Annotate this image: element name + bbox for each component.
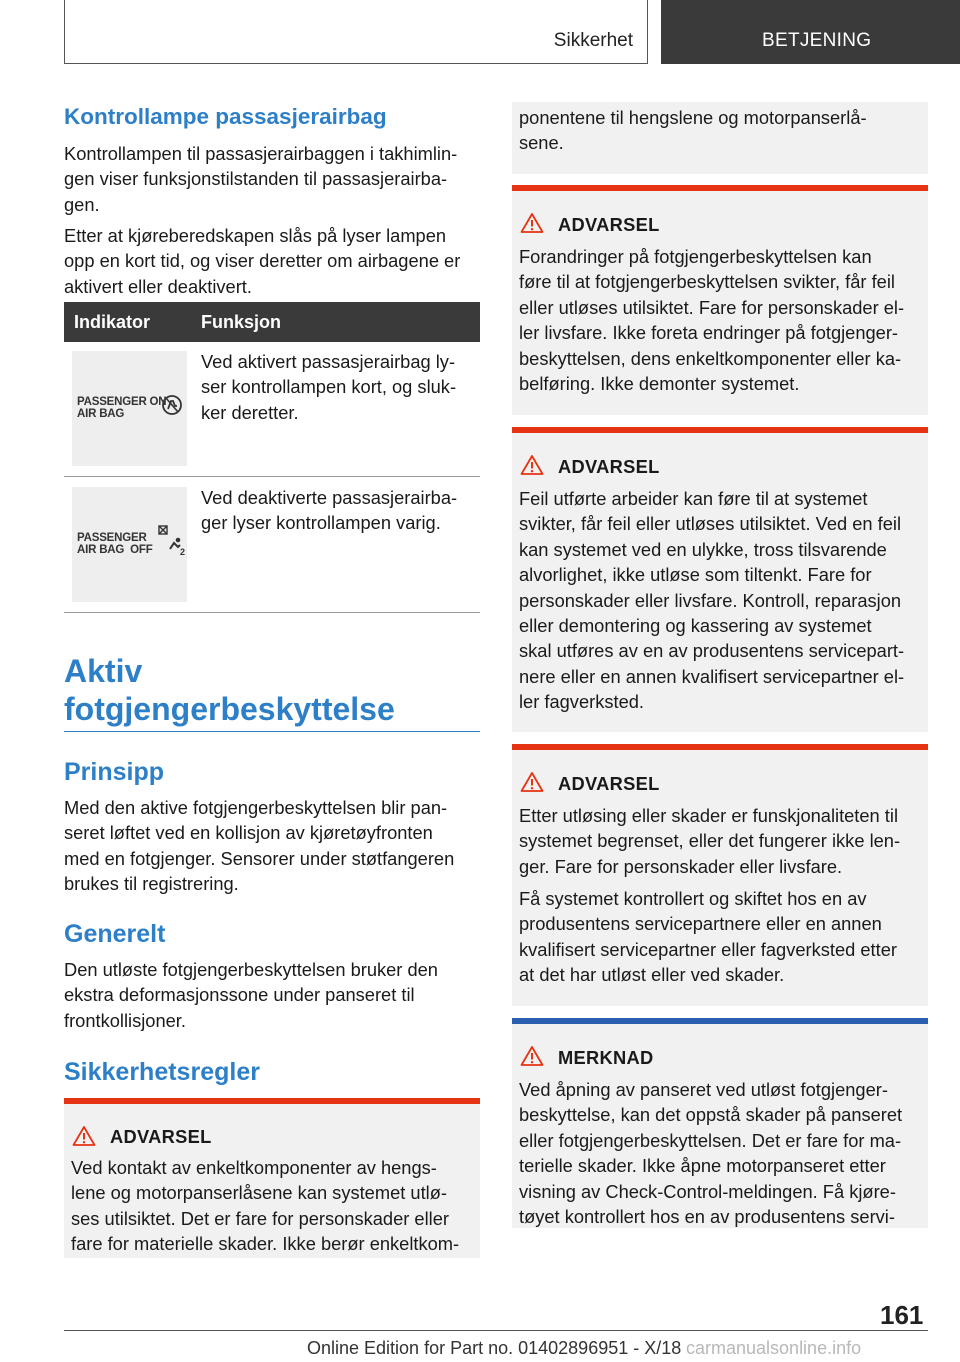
indicator-table-header bbox=[64, 302, 480, 342]
note-bar bbox=[512, 1018, 928, 1024]
table-row-divider bbox=[64, 476, 480, 477]
warning-text: Forandringer på fotgjengerbeskyttelsen kan føre til at fotgjengerbeskyttelsen svikter, får feil eller utløses utilsiktet. Fare for personskader el- ler livsfare. Ikke foreta endringer på fotgjenger- beskyttelsen, dens enkeltkomponenter eller ka- belføring. Ikke demonter systemet. bbox=[519, 246, 905, 395]
table-header-indicator: Indikator bbox=[74, 312, 151, 332]
heading-underline bbox=[64, 731, 480, 732]
warning-triangle-icon bbox=[72, 1125, 96, 1147]
passenger-airbag-on-indicator bbox=[72, 351, 187, 466]
function-row-1: Ved aktivert passasjerairbag ly- ser kontrollampen kort, og sluk- ker deretter. bbox=[201, 351, 457, 423]
warning-text-1: Etter utløsing eller skader er funskjonaliteten til systemet begrenset, eller det fungerer ikke len- ger. Fare for personskader eller livsfare. bbox=[519, 805, 901, 877]
header-chapter-label: BETJENING bbox=[762, 30, 872, 51]
general-paragraph: Den utløste fotgjengerbeskyttelsen bruker den ekstra deformasjonssone under panseret til frontkollisjoner. bbox=[64, 959, 438, 1031]
page-number: 161 bbox=[880, 1300, 924, 1330]
seat-airbag-icon bbox=[162, 394, 182, 416]
warning-text: Ved kontakt av enkeltkomponenter av hengs- lene og motorpanserlåsene kan systemet utlø- ses utilsiktet. Det er fare for personskader eller fare for materielle skader. Ikke berør enkeltkom- bbox=[71, 1157, 460, 1255]
warning-triangle-icon bbox=[520, 771, 544, 793]
warning-bar bbox=[64, 1098, 480, 1104]
continued-warning-text: ponentene til hengslene og motorpanserlå- sene. bbox=[519, 107, 867, 154]
passenger-airbag-off-indicator bbox=[72, 487, 187, 602]
indicator-on-label: PASSENGER ON AIR BAG bbox=[77, 396, 167, 420]
airbag-lamp-heading: Kontrollampe passasjerairbag bbox=[64, 104, 387, 129]
airbag-paragraph-1: Kontrollampen til passasjerairbaggen i takhimlin- gen viser funksjonstilstanden til passasjerairba- gen. bbox=[64, 143, 458, 215]
note-text: Ved åpning av panseret ved utløst fotgjenger- beskyttelse, kan det oppstå skader på panseret eller fotgjengerbeskyttelsen. Det er fare for ma- terielle skader. Ikke åpne motorpanseret etter visning av Check-Control-meldingen. Få kjøre- tøyet kontrollert hos en av produsentens servi- bbox=[519, 1079, 903, 1228]
warning-title: ADVARSEL bbox=[558, 773, 660, 794]
warning-triangle-icon bbox=[520, 212, 544, 234]
airbag-off-icon bbox=[156, 525, 186, 557]
pedestrian-protection-heading: Aktiv fotgjengerbeskyttelse bbox=[64, 653, 395, 727]
indicator-off-label: PASSENGER AIR BAG OFF bbox=[77, 532, 153, 556]
note-triangle-icon bbox=[520, 1045, 544, 1067]
warning-triangle-icon bbox=[520, 454, 544, 476]
function-row-2: Ved deaktiverte passasjerairba- ger lyser kontrollampen varig. bbox=[201, 487, 458, 534]
warning-box-1 bbox=[64, 1098, 480, 1258]
warning-box-3 bbox=[512, 427, 928, 732]
table-bottom-rule bbox=[64, 612, 480, 613]
warning-title: ADVARSEL bbox=[110, 1126, 212, 1147]
warning-bar bbox=[512, 185, 928, 191]
warning-bar bbox=[512, 427, 928, 433]
table-header-function: Funksjon bbox=[201, 312, 281, 332]
warning-title: ADVARSEL bbox=[558, 456, 660, 477]
warning-title: ADVARSEL bbox=[558, 214, 660, 235]
svg-text:2: 2 bbox=[180, 547, 186, 557]
note-box bbox=[512, 1018, 928, 1228]
principle-paragraph: Med den aktive fotgjengerbeskyttelsen blir pan- seret løftet ved en kollisjon av kjøretøyfronten med en fotgjenger. Sensorer under støtfangeren brukes til registrering. bbox=[64, 797, 455, 895]
watermark: carmanualsonline.info bbox=[686, 1338, 862, 1358]
footer-rule bbox=[64, 1330, 928, 1331]
header-chapter-tab[interactable] bbox=[661, 0, 960, 64]
warning-text-2: Få systemet kontrollert og skiftet hos en av produsentens servicepartnere eller en annen kvalifisert servicepartner eller fagverksted etter at det har utløst eller ved skader. bbox=[519, 888, 897, 986]
warning-box-4 bbox=[512, 744, 928, 1006]
header-section-tab[interactable] bbox=[64, 0, 648, 64]
principle-heading: Prinsipp bbox=[64, 758, 165, 786]
general-heading: Generelt bbox=[64, 920, 166, 948]
note-title: MERKNAD bbox=[558, 1047, 654, 1068]
header-section-label: Sikkerhet bbox=[553, 30, 633, 51]
continued-warning-box bbox=[512, 102, 928, 174]
edition-text: Online Edition for Part no. 01402896951 - X/18 bbox=[307, 1338, 682, 1358]
warning-text: Feil utførte arbeider kan føre til at systemet svikter, får feil eller utløses utilsiktet. Ved en feil kan systemet ved en ulykke, tross tilsvarende alvorlighet, ikke utløse som tiltenkt. Fare for personskader eller livsfare. Kontroll, reparasjon eller demontering og kassering av systemet skal utføres av en av produsentens servicepart- nere eller en annen kvalifisert servicepartner el- ler fagverksted. bbox=[519, 488, 905, 713]
warning-bar bbox=[512, 744, 928, 750]
safety-rules-heading: Sikkerhetsregler bbox=[64, 1058, 260, 1086]
airbag-paragraph-2: Etter at kjøreberedskapen slås på lyser lampen opp en kort tid, og viser deretter om airbagene er aktivert eller deaktivert. bbox=[64, 225, 461, 297]
warning-box-2 bbox=[512, 185, 928, 415]
